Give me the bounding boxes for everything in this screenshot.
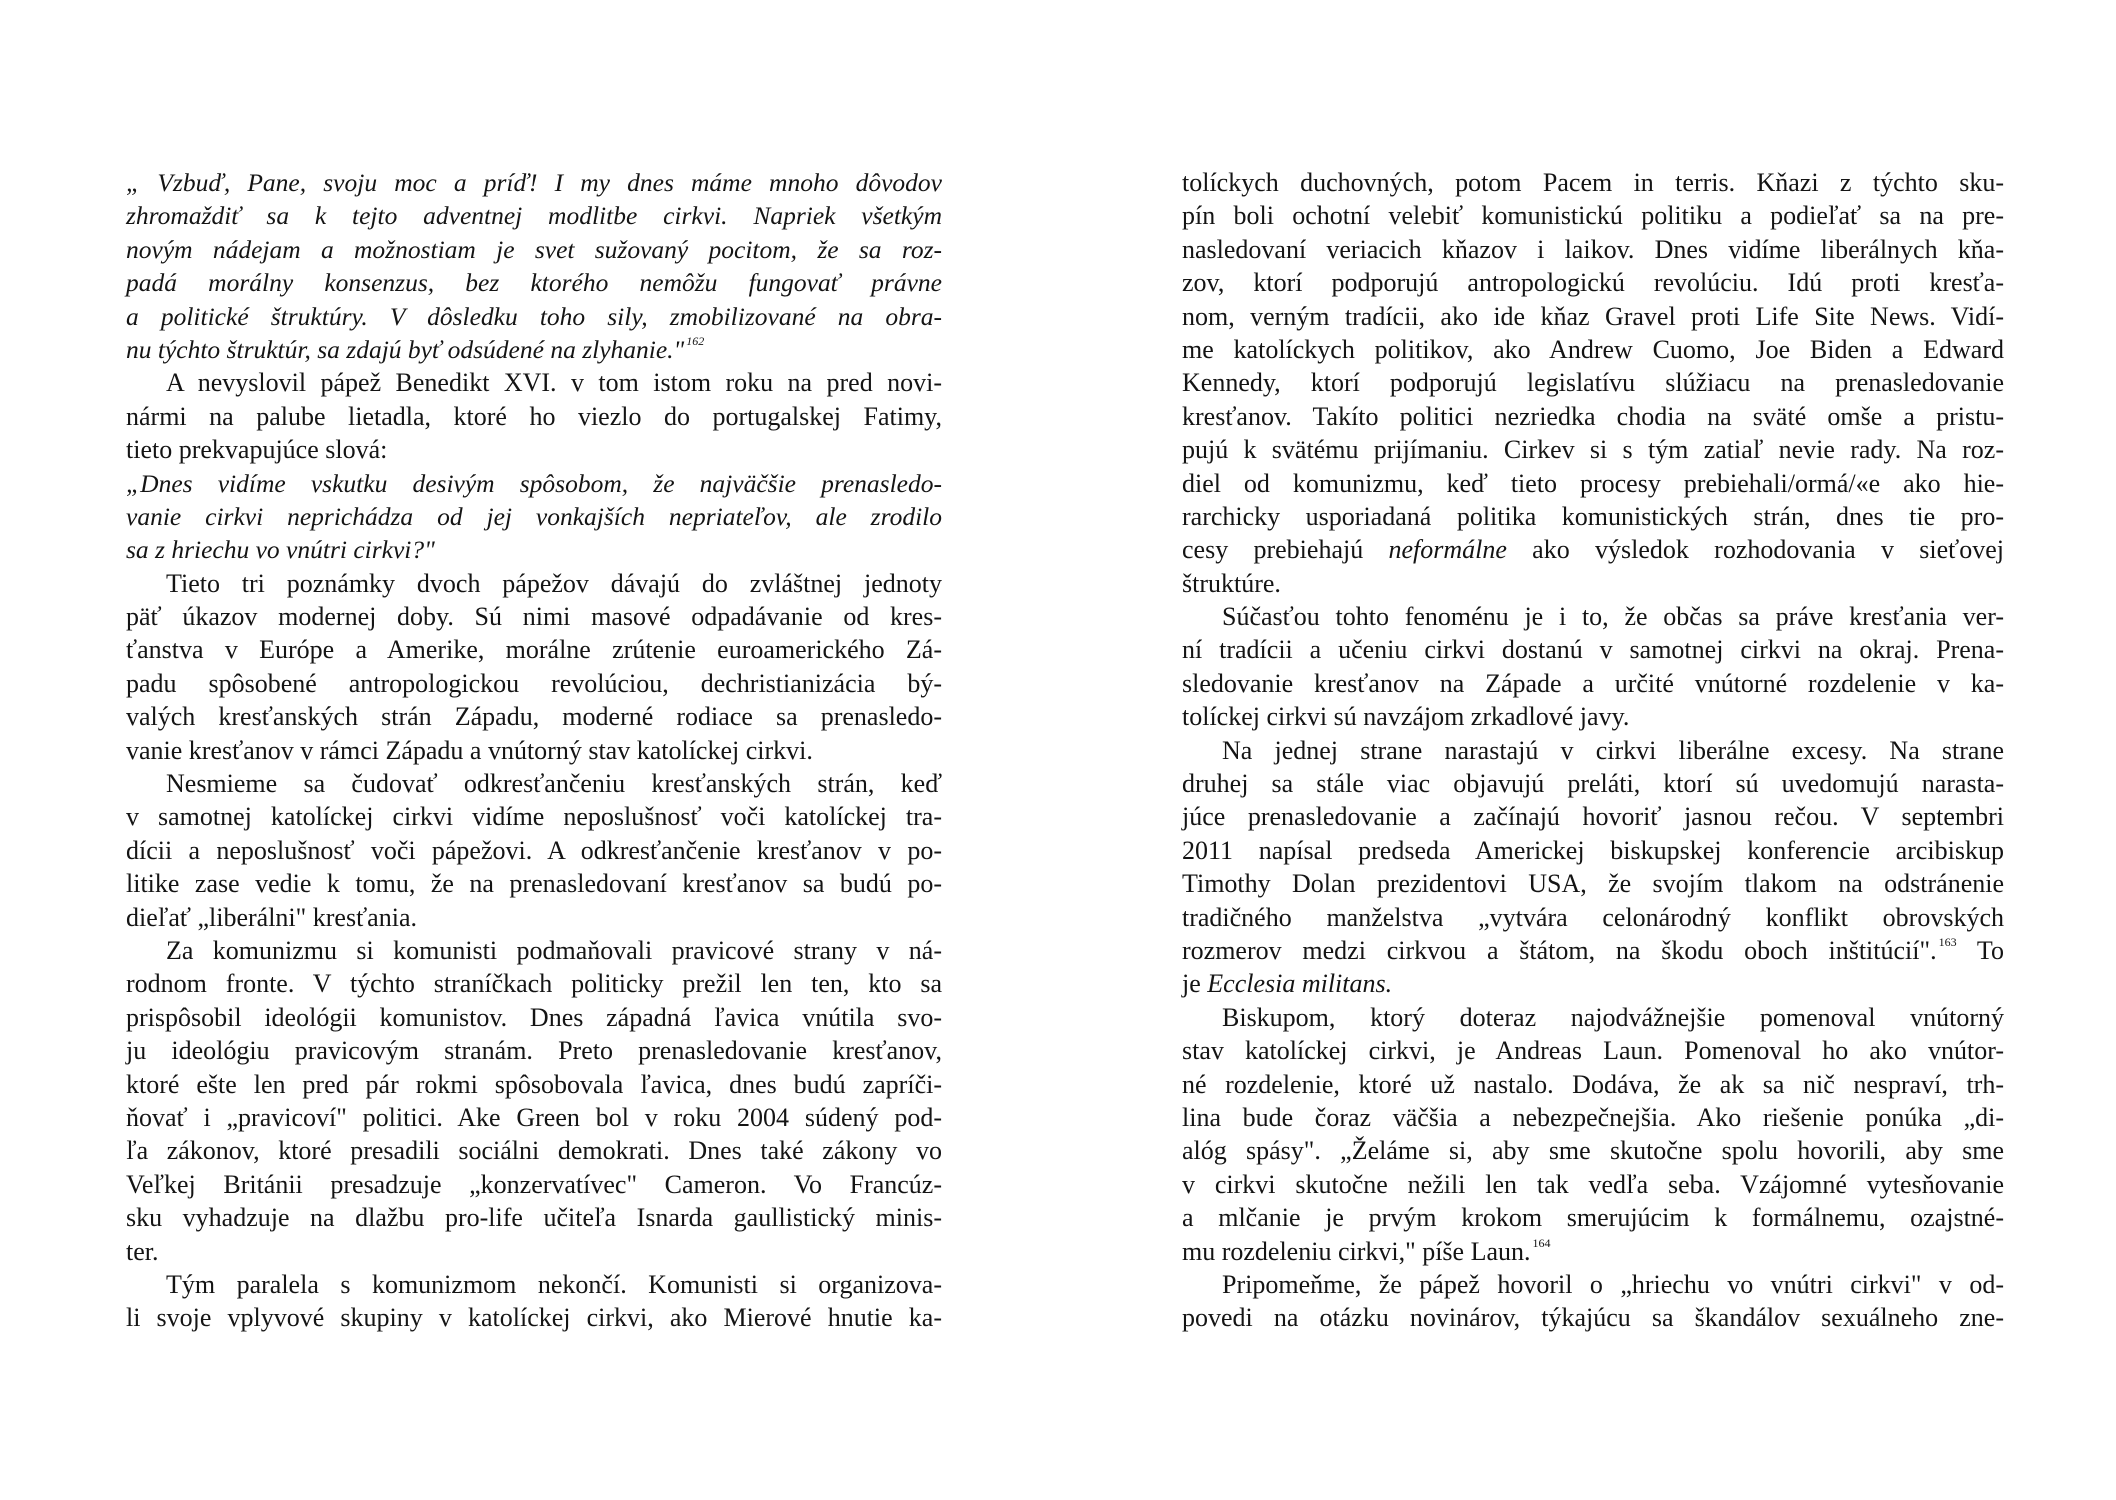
text-line: valých kresťanských strán Západu, moderné rodiace sa prenasledo-	[126, 702, 942, 732]
text-line: Za komunizmu si komunisti podmaňovali pravicové strany v ná-	[166, 935, 942, 965]
text-line: tolíckych duchovných, potom Pacem in terris. Kňazi z týchto sku-	[1182, 168, 2004, 197]
text-line: tolíckej cirkvi sú navzájom zrkadlové javy.	[1182, 702, 1630, 732]
text-line: Tým paralela s komunizmom nekončí. Komunisti si organizova-	[166, 1269, 942, 1299]
text-line: „ Vzbuď, Pane, svoju moc a príď! I my dnes máme mnoho dôvodov	[126, 168, 942, 197]
text-line: nármi na palube lietadla, ktoré ho viezlo do portugalskej Fatimy,	[126, 401, 942, 431]
text-line: A nevyslovil pápež Benedikt XVI. v tom istom roku na pred novi-	[166, 368, 942, 398]
text-line: ňovať i „pravicoví" politici. Ake Green bol v roku 2004 súdený pod-	[126, 1102, 942, 1132]
text-line: ju ideológiu pravicovým stranám. Preto prenasledovanie kresťanov,	[126, 1036, 942, 1066]
text-line: nom, verným tradícii, ako ide kňaz Gravel proti Life Site News. Vidí-	[1182, 301, 2004, 331]
text-line: pujú k svätému prijímaniu. Cirkev si s tým zatiaľ nevie rady. Na roz-	[1182, 435, 2004, 465]
text-line: v cirkvi skutočne nežili len tak vedľa seba. Vzájomné vytesňovanie	[1182, 1169, 2004, 1199]
text-line: druhej sa stále viac objavujú preláti, ktorí sú uvedomujú narasta-	[1182, 769, 2004, 799]
text-line: nu týchto štruktúr, sa zdajú byť odsúdené na zlyhanie." $^{162}$	[126, 333, 705, 364]
text-line: Tieto tri poznámky dvoch pápežov dávajú do zvláštnej jednoty	[166, 568, 942, 598]
text-line: zov, ktorí podporujú antropologickú revolúciu. Idú proti kresťa-	[1182, 268, 2004, 298]
text-line: li svoje vplyvové skupiny v katolíckej cirkvi, ako Mierové hnutie ka-	[126, 1303, 942, 1333]
text-line: ktoré ešte len pred pár rokmi spôsobovala ľavica, dnes budú zapríči-	[126, 1069, 942, 1099]
text-line: cesy prebiehajú neformálne ako výsledok rozhodovania v sieťovej	[1182, 535, 2004, 565]
text-line: tieto prekvapujúce slová:	[126, 435, 388, 465]
text-line: Timothy Dolan prezidentovi USA, že svojím tlakom na odstránenie	[1182, 869, 2004, 899]
text-line: vanie kresťanov v rámci Západu a vnútorný stav katolíckej cirkvi.	[126, 735, 813, 765]
text-line: ľa zákonov, ktoré presadili sociálni demokrati. Dnes také zákony vo	[126, 1136, 942, 1166]
text-line: nasledovaní veriacich kňazov i laikov. Dnes vidíme liberálnych kňa-	[1182, 234, 2004, 264]
text-line: prispôsobil ideológii komunistov. Dnes západná ľavica vnútila svo-	[126, 1002, 942, 1032]
text-line: Súčasťou tohto fenoménu je i to, že občas sa práve kresťania ver-	[1222, 602, 2004, 632]
text-line: dícii a neposlušnosť voči pápežovi. A odkresťančenie kresťanov v po-	[126, 835, 942, 865]
text-line: padá morálny konsenzus, bez ktorého nemôžu fungovať právne	[126, 268, 942, 298]
text-line: a politické štruktúry. V dôsledku toho sily, zmobilizované na obra-	[126, 301, 942, 331]
text-line: povedi na otázku novinárov, týkajúcu sa škandálov sexuálneho zne-	[1182, 1303, 2004, 1333]
text-line: štruktúre.	[1182, 568, 1281, 598]
text-line: diel od komunizmu, keď tieto procesy prebiehali/ormá/«e ako hie-	[1182, 468, 2004, 498]
text-line: dieľať „liberálni" kresťania.	[126, 902, 417, 932]
text-line: je Ecclesia militans.	[1182, 969, 1393, 999]
text-line: Veľkej Británii presadzuje „konzervatívec" Cameron. Vo Francúz-	[126, 1169, 942, 1199]
text-line: novým nádejam a možnostiam je svet sužovaný pocitom, že sa roz-	[126, 234, 942, 264]
text-line: litike zase vedie k tomu, že na prenasledovaní kresťanov sa budú po-	[126, 869, 942, 899]
text-line: rozmerov medzi cirkvou a štátom, na škodu oboch inštitúcií". $^{163}$ To	[1182, 934, 2004, 965]
text-line: zhromaždiť sa k tejto adventnej modlitbe cirkvi. Napriek všetkým	[126, 201, 942, 231]
text-line: Kennedy, ktorí podporujú legislatívu slúžiacu na prenasledovanie	[1182, 368, 2004, 398]
footnote-marker: 163	[1938, 934, 1957, 949]
text-line: sledovanie kresťanov na Západe a určité vnútorné rozdelenie v ka-	[1182, 668, 2004, 698]
footnote-marker: 164	[1532, 1235, 1551, 1250]
text-line: ní tradícii a učeniu cirkvi dostanú v samotnej cirkvi na okraj. Prena-	[1182, 635, 2004, 665]
text-line: rodnom fronte. V týchto straníčkach politicky prežil len ten, kto sa	[126, 969, 942, 999]
text-line: ťanstva v Európe a Amerike, morálne zrútenie euroamerického Zá-	[126, 635, 942, 665]
text-line: päť úkazov modernej doby. Sú nimi masové odpadávanie od kres-	[126, 602, 942, 632]
text-line: né rozdelenie, ktoré už nastalo. Dodáva, že ak sa nič nespraví, trh-	[1182, 1069, 2004, 1099]
text-line: Biskupom, ktorý doteraz najodvážnejšie pomenoval vnútorný	[1222, 1002, 2004, 1032]
right-page	[1182, 166, 2004, 1335]
left-page	[126, 166, 942, 1335]
text-line: sa z hriechu vo vnútri cirkvi?"	[126, 535, 435, 565]
text-line: a mlčanie je prvým krokom smerujúcim k formálnemu, ozajstné-	[1182, 1203, 2004, 1233]
text-line: júce prenasledovanie a začínajú hovoriť jasnou rečou. V septembri	[1182, 802, 2004, 832]
text-line: padu spôsobené antropologickou revolúciou, dechristianizácia bý-	[126, 668, 942, 698]
text-line: Nesmieme sa čudovať odkresťančeniu kresťanských strán, keď	[166, 769, 942, 799]
text-line: alóg spásy". „Želáme si, aby sme skutočne spolu hovorili, aby sme	[1182, 1136, 2004, 1166]
text-line: rarchicky usporiadaná politika komunistických strán, dnes tie pro-	[1182, 501, 2004, 531]
text-line: v samotnej katolíckej cirkvi vidíme neposlušnosť voči katolíckej tra-	[126, 802, 942, 832]
text-line: Pripomeňme, že pápež hovoril o „hriechu vo vnútri cirkvi" v od-	[1222, 1269, 2004, 1299]
footnote-marker: 162	[686, 333, 705, 348]
text-line: lina bude čoraz väčšia a nebezpečnejšia. Ako riešenie ponúka „di-	[1182, 1102, 2004, 1132]
text-line: stav katolíckej cirkvi, je Andreas Laun. Pomenoval ho ako vnútor-	[1182, 1036, 2004, 1066]
text-line: vanie cirkvi neprichádza od jej vonkajších nepriateľov, ale zrodilo	[126, 501, 942, 531]
text-line: pín boli ochotní velebiť komunistickú politiku a podieľať sa na pre-	[1182, 201, 2004, 231]
text-line: me katolíckych politikov, ako Andrew Cuomo, Joe Biden a Edward	[1182, 334, 2004, 364]
text-line: „Dnes vidíme vskutku desivým spôsobom, že najväčšie prenasledo-	[126, 468, 942, 498]
text-line: Na jednej strane narastajú v cirkvi liberálne excesy. Na strane	[1222, 735, 2004, 765]
text-line: 2011 napísal predseda Americkej biskupskej konferencie arcibiskup	[1182, 835, 2004, 865]
text-line: tradičného manželstva „vytvára celonárodný konflikt obrovských	[1182, 902, 2004, 932]
text-line: kresťanov. Takíto politici nezriedka chodia na sväté omše a pristu-	[1182, 401, 2004, 431]
text-line: sku vyhadzuje na dlažbu pro-life učiteľa Isnarda gaullistický minis-	[126, 1203, 942, 1233]
text-line: ter.	[126, 1236, 159, 1266]
text-line: mu rozdeleniu cirkvi," píše Laun. $^{164}$	[1182, 1235, 1551, 1266]
